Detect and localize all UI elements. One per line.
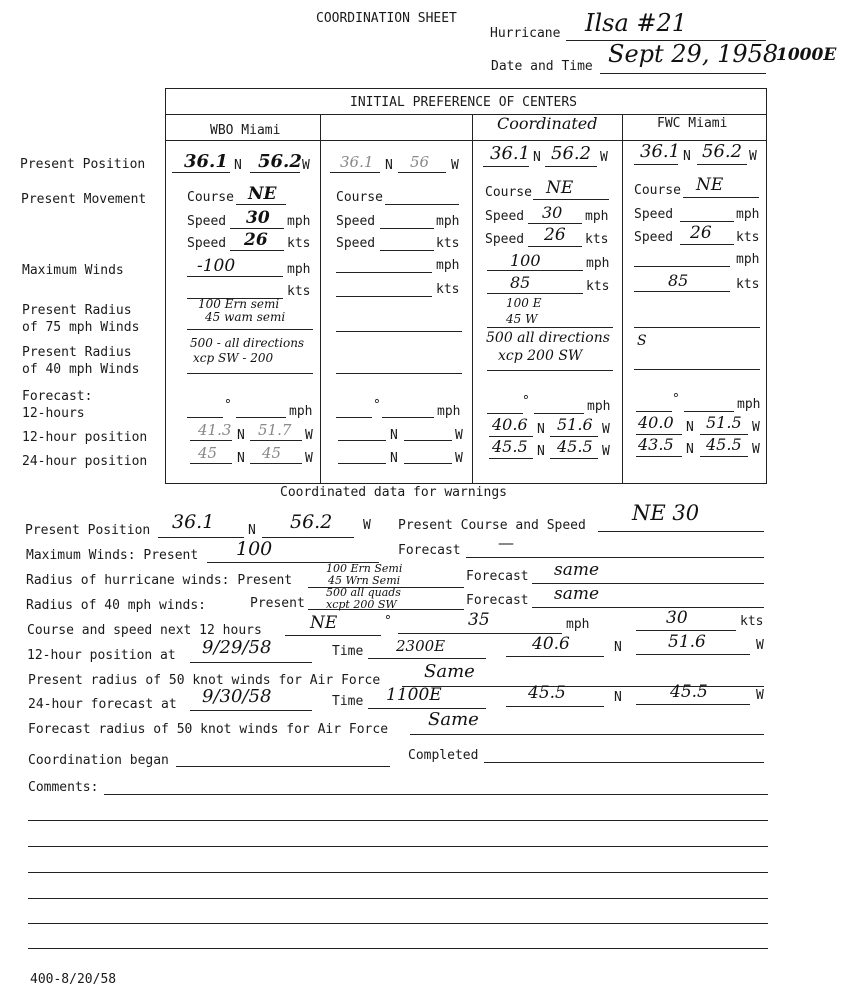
warn-pp-w[interactable]: 56.2 xyxy=(290,511,333,533)
warn-af-present[interactable]: Same xyxy=(424,661,475,682)
blank-pos-w[interactable]: 56 xyxy=(410,153,430,171)
coord-r40-line1[interactable]: 500 all directions xyxy=(486,330,610,346)
wbo-course[interactable]: NE xyxy=(248,184,277,204)
label-maximum-winds: Maximum Winds xyxy=(22,263,124,278)
warn-rh-line2[interactable]: 45 Wrn Semi xyxy=(328,574,401,587)
wbo-pos24-n[interactable]: 45 xyxy=(198,444,218,462)
warn-pos12-date[interactable]: 9/29/58 xyxy=(202,637,272,658)
label-12h-position: 12-hour position xyxy=(22,430,148,445)
coord-speed-mph[interactable]: 30 xyxy=(542,203,563,222)
warn-course-speed[interactable]: NE 30 xyxy=(632,501,700,525)
coord-r40-line2[interactable]: xcp 200 SW xyxy=(498,348,583,364)
fwc-pos12-w[interactable]: 51.5 xyxy=(706,413,742,432)
fwc-speed-kts[interactable]: 26 xyxy=(690,223,712,243)
warn-course-next-kts[interactable]: 30 xyxy=(666,608,688,628)
fwc-pos-n[interactable]: 36.1 xyxy=(640,141,681,162)
warn-course-next[interactable]: NE xyxy=(310,613,338,633)
date-value[interactable]: Sept 29, 1958 xyxy=(608,40,779,68)
coord-r75-line2[interactable]: 45 W xyxy=(506,312,538,326)
label-24h-position: 24-hour position xyxy=(22,454,148,469)
warn-pos12-n[interactable]: 40.6 xyxy=(532,634,570,654)
wbo-speed-mph[interactable]: 30 xyxy=(246,208,270,228)
coord-pos-w[interactable]: 56.2 xyxy=(551,143,592,164)
coord-pos24-n[interactable]: 45.5 xyxy=(492,437,528,456)
warn-max-forecast[interactable]: — xyxy=(498,533,514,552)
coord-pos12-w[interactable]: 51.6 xyxy=(557,415,593,434)
warn-max-winds[interactable]: 100 xyxy=(236,538,273,560)
fwc-pos-w[interactable]: 56.2 xyxy=(702,141,743,162)
warn-fc24-date[interactable]: 9/30/58 xyxy=(202,686,272,707)
label-present-movement: Present Movement xyxy=(21,192,147,207)
label-radius75-a: Present Radius xyxy=(22,303,132,318)
wbo-pos12-n[interactable]: 41.3 xyxy=(198,421,232,439)
warn-r40-line2[interactable]: xcpt 200 SW xyxy=(326,598,397,611)
wbo-speed-kts[interactable]: 26 xyxy=(244,230,268,250)
sheet-title: COORDINATION SHEET xyxy=(316,11,457,26)
wbo-max-mph[interactable]: -100 xyxy=(197,256,236,276)
label-present-position: Present Position xyxy=(20,157,146,172)
col-wbo-miami: WBO Miami xyxy=(210,123,281,138)
wbo-pos-n[interactable]: 36.1 xyxy=(184,151,228,172)
label-forecast-a: Forecast: xyxy=(22,389,93,404)
fwc-pos24-n[interactable]: 43.5 xyxy=(638,435,674,454)
warn-fc24-time[interactable]: 1100E xyxy=(386,685,442,705)
fwc-course[interactable]: NE xyxy=(696,175,724,195)
warn-course-next-mph[interactable]: 35 xyxy=(468,610,490,630)
warn-rh-line1[interactable]: 100 Ern Semi xyxy=(326,562,403,575)
warn-r40-line1[interactable]: 500 all quads xyxy=(326,586,401,599)
warn-pos12-w[interactable]: 51.6 xyxy=(668,632,706,652)
wbo-r75-line2[interactable]: 45 wam semi xyxy=(205,310,286,324)
coord-pos24-w[interactable]: 45.5 xyxy=(557,437,593,456)
warn-pp-n[interactable]: 36.1 xyxy=(172,511,215,533)
fwc-pos24-w[interactable]: 45.5 xyxy=(706,435,742,454)
coord-r75-line1[interactable]: 100 E xyxy=(506,296,542,310)
warn-r40-forecast[interactable]: same xyxy=(554,584,600,604)
wbo-r75-line1[interactable]: 100 Ern semi xyxy=(198,297,280,311)
fwc-r40[interactable]: S xyxy=(637,333,647,349)
coord-pos-n[interactable]: 36.1 xyxy=(490,143,531,164)
warn-af-forecast[interactable]: Same xyxy=(428,709,479,730)
coord-pos12-n[interactable]: 40.6 xyxy=(492,415,528,434)
warn-rh-forecast[interactable]: same xyxy=(554,560,600,580)
fwc-pos12-n[interactable]: 40.0 xyxy=(638,413,674,432)
warn-fc24-n[interactable]: 45.5 xyxy=(528,683,566,703)
wbo-pos-w[interactable]: 56.2 xyxy=(258,151,302,172)
label-radius40-b: of 40 mph Winds xyxy=(22,362,140,377)
label-radius75-b: of 75 mph Winds xyxy=(22,320,140,335)
coord-course[interactable]: NE xyxy=(546,178,574,198)
warnings-title: Coordinated data for warnings xyxy=(280,485,507,500)
fwc-max-kts[interactable]: 85 xyxy=(668,271,689,290)
warn-pos12-time[interactable]: 2300E xyxy=(396,637,446,655)
col-fwc-miami: FWC Miami xyxy=(657,116,728,131)
col-coordinated: Coordinated xyxy=(497,114,598,133)
datetime-label: Date and Time xyxy=(491,59,593,74)
blank-pos-n[interactable]: 36.1 xyxy=(340,153,374,171)
wbo-pos24-w[interactable]: 45 xyxy=(262,444,282,462)
hurricane-label: Hurricane xyxy=(490,26,561,41)
wbo-pos12-w[interactable]: 51.7 xyxy=(258,421,292,439)
wbo-r40-line1[interactable]: 500 - all directions xyxy=(190,336,305,350)
wbo-r40-line2[interactable]: xcp SW - 200 xyxy=(193,351,274,365)
label-forecast-b: 12-hours xyxy=(22,406,85,421)
warn-fc24-w[interactable]: 45.5 xyxy=(670,682,708,702)
coord-max-mph[interactable]: 100 xyxy=(510,251,541,270)
form-number: 400-8/20/58 xyxy=(30,972,117,987)
coord-max-kts[interactable]: 85 xyxy=(510,273,531,292)
table-title: INITIAL PREFERENCE OF CENTERS xyxy=(350,95,577,110)
hurricane-name[interactable]: Ilsa #21 xyxy=(585,9,688,37)
label-radius40-a: Present Radius xyxy=(22,345,132,360)
coord-speed-kts[interactable]: 26 xyxy=(544,225,566,245)
time-value[interactable]: 1000E xyxy=(776,45,837,65)
